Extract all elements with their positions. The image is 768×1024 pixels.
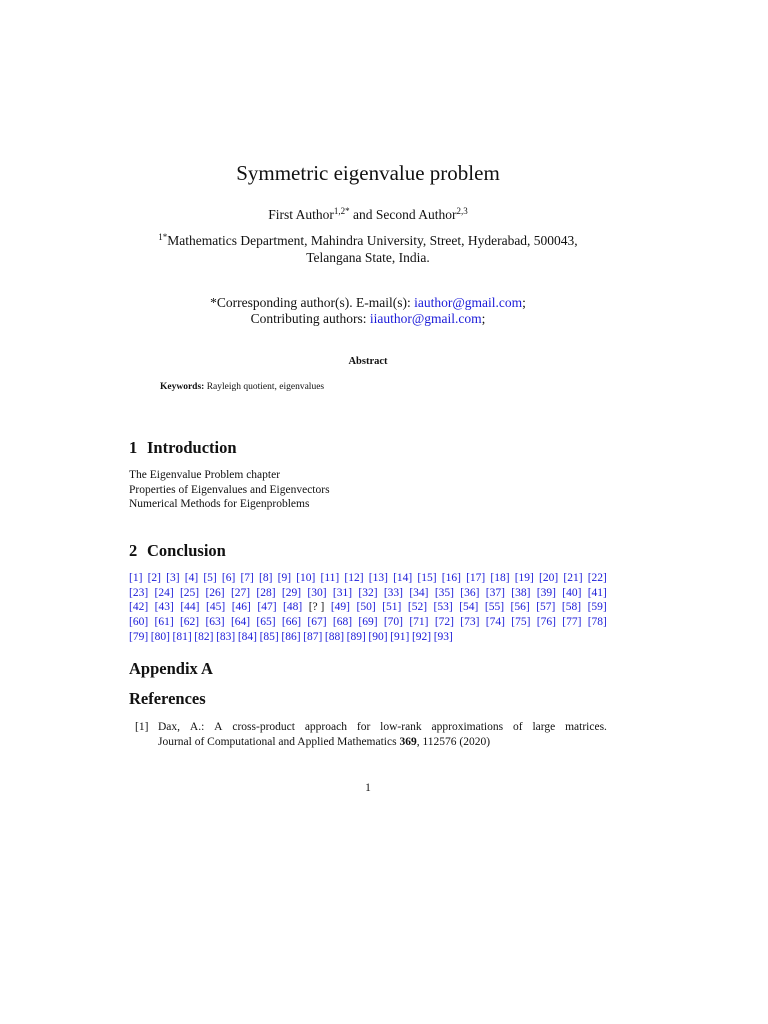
keywords-label: Keywords: xyxy=(160,382,205,392)
citation-link[interactable]: [75] xyxy=(511,616,531,629)
section-number: 1 xyxy=(129,438,138,457)
citation-link[interactable]: [38] xyxy=(511,586,531,599)
citation-link[interactable]: [21] xyxy=(563,572,583,584)
citation-link[interactable]: [48] xyxy=(283,601,303,614)
citation-link[interactable]: [24] xyxy=(154,586,174,599)
contributing-suffix: ; xyxy=(481,311,486,326)
reference-word: large xyxy=(532,721,556,733)
citation-line xyxy=(129,600,607,615)
second-author-affil-sup: 2,3 xyxy=(456,206,468,216)
reference-volume: 369 xyxy=(399,736,417,748)
citation-link[interactable]: [67] xyxy=(307,616,327,629)
citation-link[interactable]: [5] xyxy=(203,572,217,584)
reference-body xyxy=(158,720,607,750)
citation-link[interactable]: [79] xyxy=(129,630,149,643)
citation-link[interactable]: [18] xyxy=(490,572,510,584)
reference-word: Dax, xyxy=(158,721,181,733)
citation-link[interactable]: [10] xyxy=(296,572,316,584)
citation-link[interactable]: [7] xyxy=(240,572,254,584)
citation-link[interactable]: [86] xyxy=(281,630,301,643)
citation-link[interactable]: [65] xyxy=(256,616,276,629)
citation-link[interactable]: [87] xyxy=(303,630,323,643)
keywords xyxy=(160,382,324,392)
citation-link[interactable]: [28] xyxy=(256,586,276,599)
citation-link[interactable]: [68] xyxy=(332,616,353,629)
affiliation xyxy=(0,232,736,266)
unresolved-citation: [? ] xyxy=(308,601,325,614)
corresponding-email-link[interactable]: iauthor@gmail.com xyxy=(414,295,523,310)
affiliation-sup: 1* xyxy=(158,232,168,242)
citation-link[interactable]: [17] xyxy=(466,572,486,584)
citation-link[interactable]: [3] xyxy=(166,572,180,584)
citation-link[interactable]: [14] xyxy=(393,572,413,584)
references-heading: References xyxy=(129,689,206,708)
reference-line-2 xyxy=(158,735,607,750)
citation-link[interactable]: [4] xyxy=(184,572,199,584)
contributing-line xyxy=(0,311,736,327)
citation-link[interactable]: [29] xyxy=(281,586,302,599)
citation-link[interactable]: [26] xyxy=(205,586,225,599)
keywords-text: Rayleigh quotient, eigenvalues xyxy=(204,382,325,392)
reference-word: A xyxy=(214,721,223,733)
section-number: 2 xyxy=(129,541,138,560)
citation-link[interactable]: [39] xyxy=(536,586,556,599)
citation-link[interactable]: [91] xyxy=(390,630,410,643)
citation-link[interactable]: [69] xyxy=(358,616,378,629)
citation-link[interactable]: [74] xyxy=(485,616,505,629)
citation-link[interactable]: [45] xyxy=(206,601,226,614)
paper-title: Symmetric eigenvalue problem xyxy=(236,161,500,185)
citation-link[interactable]: [66] xyxy=(281,616,302,629)
intro-line: Numerical Methods for Eigenproblems xyxy=(129,498,310,511)
citation-link[interactable]: [60] xyxy=(129,616,149,629)
citation-link[interactable]: [32] xyxy=(358,586,378,599)
citation-link[interactable]: [8] xyxy=(259,572,273,584)
citation-link[interactable]: [47] xyxy=(257,601,277,614)
affiliation-line-2: Telangana State, India. xyxy=(306,250,430,265)
intro-line: The Eigenvalue Problem chapter xyxy=(129,469,281,481)
citation-link[interactable]: [59] xyxy=(587,601,607,614)
citation-link[interactable]: [80] xyxy=(150,630,170,643)
citation-line xyxy=(129,615,607,630)
citation-link[interactable]: [85] xyxy=(259,630,279,643)
citation-link[interactable]: [63] xyxy=(205,616,225,629)
citation-link[interactable]: [78] xyxy=(587,616,607,629)
citation-link[interactable]: [90] xyxy=(368,630,388,643)
contributing-email-link[interactable]: iiauthor@gmail.com xyxy=(369,311,482,326)
citation-link[interactable]: [43] xyxy=(154,601,174,614)
citation-link[interactable]: [37] xyxy=(485,586,505,599)
citation-line xyxy=(129,571,607,586)
citation-link[interactable]: [1] xyxy=(129,572,143,584)
citation-link[interactable]: [2] xyxy=(147,572,161,584)
citation-link[interactable]: [56] xyxy=(510,601,530,614)
reference-journal: Journal of Computational and Applied Mathematics xyxy=(158,736,400,748)
intro-line: Properties of Eigenvalues and Eigenvectors xyxy=(129,483,330,496)
section-title: Introduction xyxy=(147,438,237,457)
citation-link[interactable]: [34] xyxy=(409,586,429,599)
second-author: and Second Author xyxy=(349,207,457,222)
first-author-affil-sup: 1,2* xyxy=(333,206,350,216)
reference-pages-year: , 112576 (2020) xyxy=(416,736,491,748)
citation-link[interactable]: [20] xyxy=(539,572,559,584)
first-author: First Author xyxy=(268,207,334,222)
section-heading-introduction xyxy=(129,438,237,458)
citation-line xyxy=(129,630,607,645)
citation-link[interactable]: [6] xyxy=(221,572,236,584)
citation-link[interactable]: [22] xyxy=(587,572,607,584)
citation-link[interactable]: [58] xyxy=(561,601,582,614)
citation-link[interactable]: [33] xyxy=(383,586,404,599)
citation-link[interactable]: [70] xyxy=(383,616,404,629)
citation-link[interactable]: [54] xyxy=(459,601,479,614)
citation-link[interactable]: [50] xyxy=(356,601,376,614)
reference-line-1 xyxy=(158,720,607,735)
contributing-label: Contributing authors: xyxy=(250,311,370,326)
citation-link[interactable]: [57] xyxy=(536,601,556,614)
reference-word: matrices. xyxy=(565,721,607,733)
citation-link[interactable]: [88] xyxy=(324,630,345,643)
citation-link[interactable]: [30] xyxy=(307,586,327,599)
citation-link[interactable]: [83] xyxy=(216,630,236,643)
reference-word: cross-product xyxy=(232,721,295,733)
affiliation-text-1: Mathematics Department, Mahindra University, Street, Hyderabad, 500043, xyxy=(167,233,578,248)
citation-link[interactable]: [27] xyxy=(230,586,251,599)
citation-link[interactable]: [19] xyxy=(514,572,534,584)
affiliation-line-1 xyxy=(0,232,736,249)
citation-link[interactable]: [40] xyxy=(562,586,582,599)
citation-link[interactable]: [11] xyxy=(320,572,340,584)
citation-link[interactable]: [76] xyxy=(536,616,556,629)
section-heading-conclusion xyxy=(129,541,226,561)
citation-link[interactable]: [62] xyxy=(179,616,200,629)
correspondence xyxy=(0,295,736,327)
author-line xyxy=(0,206,736,224)
reference-word: approach xyxy=(304,721,347,733)
reference-word: approximations xyxy=(431,721,504,733)
reference-word: low-rank xyxy=(380,721,422,733)
citation-link[interactable]: [25] xyxy=(179,586,200,599)
corresponding-suffix: ; xyxy=(522,295,526,310)
citation-link[interactable]: [13] xyxy=(368,572,388,584)
citation-link[interactable]: [53] xyxy=(433,601,453,614)
citation-link[interactable]: [12] xyxy=(344,572,364,584)
page-number: 1 xyxy=(365,782,371,794)
section-title: Conclusion xyxy=(147,541,226,560)
appendix-heading: Appendix A xyxy=(129,659,213,678)
citation-link[interactable]: [46] xyxy=(231,601,251,614)
citation-link[interactable]: [72] xyxy=(434,616,454,629)
reference-word: for xyxy=(356,721,371,733)
citation-link[interactable]: [35] xyxy=(434,586,454,599)
corresponding-line xyxy=(0,295,736,311)
citation-link[interactable]: [15] xyxy=(417,572,437,584)
abstract-heading: Abstract xyxy=(348,356,388,367)
reference-entry xyxy=(129,720,607,750)
citation-link[interactable]: [41] xyxy=(587,586,607,599)
citation-link[interactable]: [9] xyxy=(277,572,292,584)
citation-link[interactable]: [36] xyxy=(460,586,480,599)
citation-link[interactable]: [42] xyxy=(129,601,149,614)
citation-link[interactable]: [71] xyxy=(409,616,429,629)
citation-link[interactable]: [52] xyxy=(407,601,428,614)
citation-link[interactable]: [92] xyxy=(411,630,432,643)
citation-link[interactable]: [64] xyxy=(230,616,251,629)
citation-link[interactable]: [89] xyxy=(346,630,366,643)
reference-word: A.: xyxy=(189,721,205,733)
citation-link[interactable]: [44] xyxy=(180,601,200,614)
reference-label: [1] xyxy=(135,721,149,733)
citation-link[interactable]: [49] xyxy=(330,601,351,614)
citation-link[interactable]: [93] xyxy=(433,630,453,643)
citation-link[interactable]: [84] xyxy=(237,630,257,643)
citation-link[interactable]: [55] xyxy=(484,601,505,614)
citation-link[interactable]: [61] xyxy=(154,616,174,629)
citation-link[interactable]: [81] xyxy=(172,630,192,643)
citation-link[interactable]: [23] xyxy=(129,586,149,599)
citation-link[interactable]: [16] xyxy=(441,572,461,584)
citation-link[interactable]: [77] xyxy=(562,616,582,629)
corresponding-label: *Corresponding author(s). E-mail(s): xyxy=(210,295,415,310)
conclusion-citations xyxy=(129,571,607,645)
citation-link[interactable]: [73] xyxy=(460,616,480,629)
citation-line xyxy=(129,586,607,601)
citation-link[interactable]: [31] xyxy=(332,586,353,599)
citation-link[interactable]: [51] xyxy=(382,601,402,614)
citation-link[interactable]: [82] xyxy=(194,630,214,643)
introduction-body xyxy=(129,468,330,512)
reference-word: of xyxy=(512,721,523,733)
